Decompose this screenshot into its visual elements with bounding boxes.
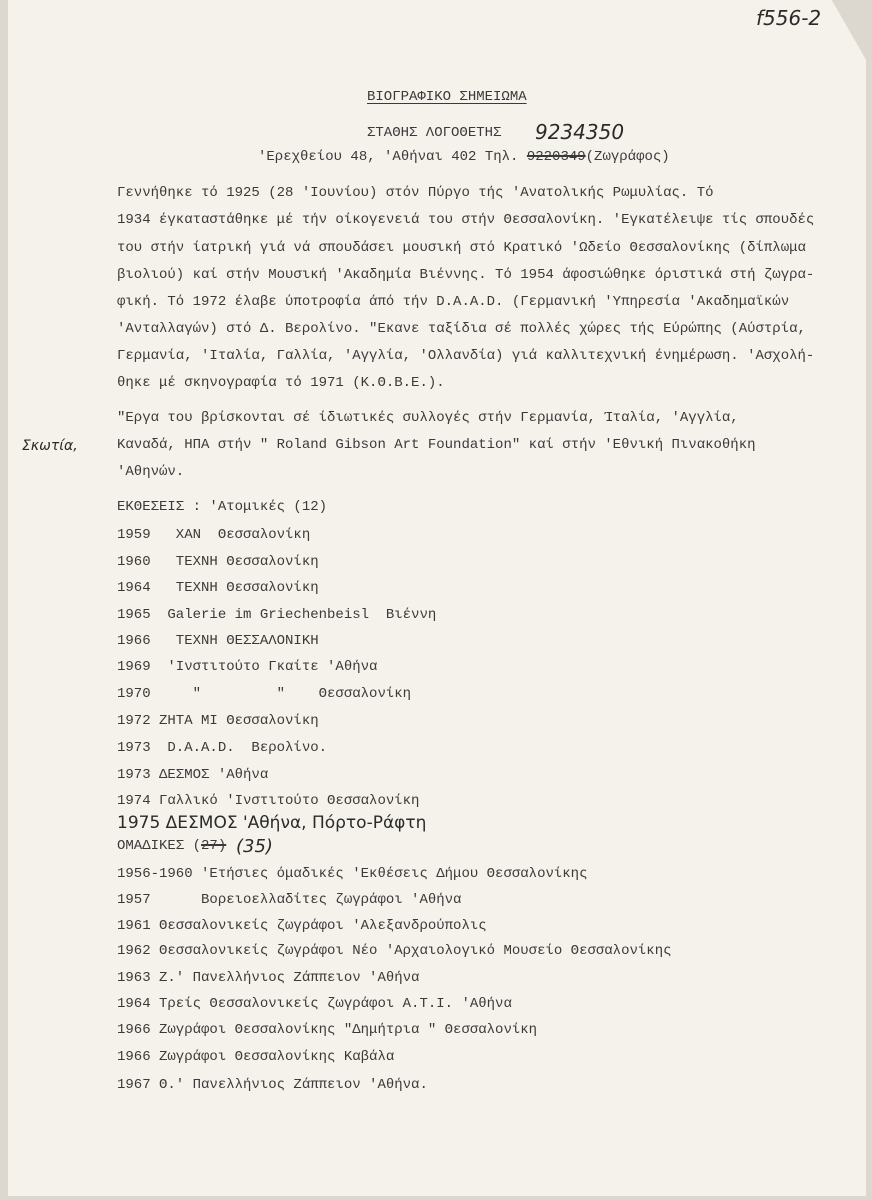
paragraph-line: βιολιού) καί στήν Μουσική 'Ακαδημία Βιέννης. Τό 1954 άφοσιώθηκε όριστικά στή ζωγρα- <box>117 267 815 283</box>
list-item: 1962 Θεσσαλονικείς ζωγράφοι Νέο 'Αρχαιολογικό Μουσείο Θεσσαλονίκης <box>117 943 672 959</box>
list-item: 1956-1960 'Ετήσιες όμαδικές 'Εκθέσεις Δήμου Θεσσαλονίκης <box>117 866 588 882</box>
old-count: 27) <box>201 838 227 854</box>
paragraph-line: Γερμανία, 'Ιταλία, Γαλλία, 'Αγγλία, 'Ολλανδία) γιά καλλιτεχνική ένημέρωση. 'Ασχολή- <box>117 348 815 364</box>
paragraph-line: θηκε μέ σκηνογραφία τό 1971 (Κ.Θ.Β.Ε.). <box>117 375 445 391</box>
list-item: 1970 " " Θεσσαλονίκη <box>117 686 412 702</box>
list-item: 1957 Βορειοελλαδίτες ζωγράφοι 'Αθήνα <box>117 892 462 908</box>
list-item: 1959 ΧΑΝ Θεσσαλονίκη <box>117 527 311 543</box>
solo-exhibitions-heading: ΕΚΘΕΣΕΙΣ : 'Ατομικές (12) <box>117 499 328 515</box>
list-item: 1967 Θ.' Πανελλήνιος Ζάππειον 'Αθήνα. <box>117 1077 428 1093</box>
paragraph-line: Γεννήθηκε τό 1925 (28 'Ιουνίου) στόν Πύργο τής 'Ανατολικής Ρωμυλίας. Τό <box>117 185 714 201</box>
list-item: 1960 ΤΕΧΝΗ Θεσσαλονίκη <box>117 554 319 570</box>
paragraph-line: φική. Τό 1972 έλαβε ύποτροφία άπό τήν D.A.A.D. (Γερμανική 'Υπηρεσία 'Ακαδημαϊκών <box>117 294 790 310</box>
paragraph-line: 1934 έγκαταστάθηκε μέ τήν οίκογενειά του στήν Θεσσαλονίκη. 'Εγκατέλειψε τίς σπουδές <box>117 212 815 228</box>
list-item: 1964 ΤΕΧΝΗ Θεσσαλονίκη <box>117 580 319 596</box>
list-item: 1961 Θεσσαλονικείς ζωγράφοι 'Αλεξανδρούπολις <box>117 918 487 934</box>
address: 'Ερεχθείου 48, 'Αθήναι 402 Τηλ. <box>258 149 527 165</box>
document-page <box>8 0 866 1196</box>
handwritten-group-count: (35) <box>236 836 273 857</box>
paragraph-line: 'Αθηνών. <box>117 464 185 480</box>
list-item: 1966 Ζωγράφοι Θεσσαλονίκης "Δημήτρια " Θεσσαλονίκη <box>117 1022 538 1038</box>
group-exhibitions-heading <box>117 838 226 854</box>
margin-note: Σκωτία, <box>22 438 78 454</box>
list-item: 1973 ΔΕΣΜΟΣ 'Αθήνα <box>117 767 269 783</box>
list-item: 1966 Ζωγράφοι Θεσσαλονίκης Καβάλα <box>117 1049 395 1065</box>
archive-number: f556-2 <box>756 6 822 30</box>
paragraph-line: του στήν ίατρική γιά νά σπουδάσει μουσική στό Κρατικό 'Ωδείο Θεσσαλονίκης (δίπλωμα <box>117 240 806 256</box>
list-item: 1969 'Ινστιτούτο Γκαίτε 'Αθήνα <box>117 659 378 675</box>
handwritten-exhibition-entry: 1975 ΔΕΣΜΟΣ 'Αθήνα, Πόρτο-Ράφτη <box>117 813 427 833</box>
group-heading-label: ΟΜΑΔΙΚΕΣ ( <box>117 838 202 854</box>
address-line <box>258 149 670 165</box>
paragraph-line: "Εργα του βρίσκονται σέ ίδιωτικές συλλογές στήν Γερμανία, Ίταλία, 'Αγγλία, <box>117 410 739 426</box>
list-item: 1972 ΖΗΤΑ ΜΙ Θεσσαλονίκη <box>117 713 319 729</box>
author-name: ΣΤΑΘΗΣ ΛΟΓΟΘΕΤΗΣ <box>367 125 502 141</box>
list-item: 1964 Τρείς Θεσσαλονικείς ζωγράφοι Α.Τ.Ι. 'Αθήνα <box>117 996 512 1012</box>
list-item: 1973 D.A.A.D. Βερολίνο. <box>117 740 328 756</box>
list-item: 1965 Galerie im Griechenbeisl Βιέννη <box>117 607 437 623</box>
document-title: ΒΙΟΓΡΑΦΙΚΟ ΣΗΜΕΙΩΜΑ <box>367 89 527 105</box>
paragraph-line: Καναδά, ΗΠΑ στήν " Roland Gibson Art Foundation" καί στήν 'Εθνική Πινακοθήκη <box>117 437 756 453</box>
list-item: 1966 ΤΕΧΝΗ ΘΕΣΣΑΛΟΝΙΚΗ <box>117 633 319 649</box>
list-item: 1974 Γαλλικό 'Ινστιτούτο Θεσσαλονίκη <box>117 793 420 809</box>
old-phone: 9220349 <box>526 149 586 165</box>
list-item: 1963 Ζ.' Πανελλήνιος Ζάππειον 'Αθήνα <box>117 970 420 986</box>
profession: (Ζωγράφος) <box>585 149 670 165</box>
paragraph-line: 'Ανταλλαγών) στό Δ. Βερολίνο. "Εκανε ταξίδια σέ πολλές χώρες τής Εύρώπης (Αύστρία, <box>117 321 806 337</box>
handwritten-phone: 9234350 <box>535 120 625 144</box>
